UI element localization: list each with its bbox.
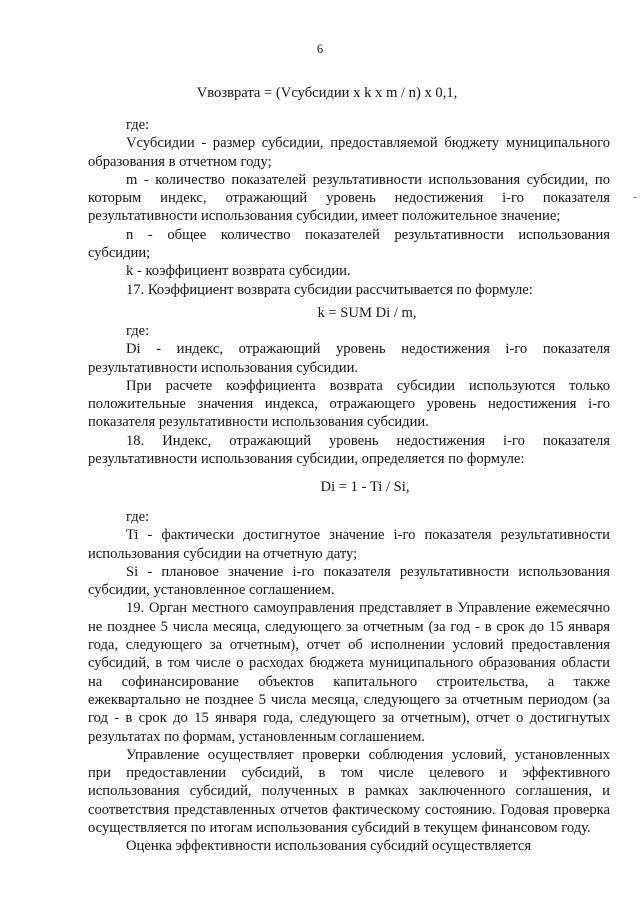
page-number: 6 (316, 42, 324, 56)
formula-refund-coefficient: k = SUM Di / m, (317, 305, 417, 321)
paragraph-si-definition: Si - плановое значение i-го показателя результативности использования субсидии, установленное соглашением. (88, 563, 610, 599)
formula-index: Di = 1 - Ti / Si, (320, 479, 410, 495)
paragraph-item-17: 17. Коэффициент возврата субсидии рассчитывается по формуле: (126, 281, 533, 298)
paragraph-n-definition: n - общее количество показателей результативности использования субсидии; (88, 226, 610, 262)
paragraph-di-definition: Di - индекс, отражающий уровень недостижения i-го показателя результативности использования субсидии. (88, 341, 610, 376)
text-block-2 (88, 322, 610, 468)
where-label: где: (126, 509, 150, 525)
where-label: где: (126, 323, 150, 339)
text-block-1 (88, 116, 610, 299)
paragraph-v-subsidy: Vсубсидии - размер субсидии, предоставляемой бюджету муниципального образования в отчетном году; (88, 135, 610, 170)
paragraph-ti-definition: Ti - фактически достигнутое значение i-го показателя результативности использования субсидии на отчетную дату; (88, 527, 610, 562)
paragraph-k-definition: k - коэффициент возврата субсидии. (126, 263, 351, 280)
paragraph-item-18: 18. Индекс, отражающий уровень недостижения i-го показателя результативности использования субсидии, определяется по формуле: (88, 432, 610, 468)
paragraph-m-definition: m - количество показателей результативности использования субсидии, по которым индекс, отражающий уровень недостижения i-го показателя результативности использования субсидии, имеет положительное значение; (88, 171, 610, 225)
where-label: где: (126, 117, 150, 133)
scan-mark (633, 197, 637, 198)
formula-refund-amount: Vвозврата = (Vсубсидии x k x m / n) x 0,1, (196, 85, 458, 101)
paragraph-positive-values: При расчете коэффициента возврата субсидии используются только положительные значения индекса, отражающего уровень недостижения i-го показателя результативности использования субсидии. (88, 377, 610, 431)
paragraph-efficiency-evaluation: Оценка эффективности использования субсидий осуществляется (126, 838, 532, 855)
paragraph-item-19: 19. Орган местного самоуправления представляет в Управление ежемесячно не позднее 5 числа месяца, следующего за отчетным (за год - в срок до 15 января года, следующего за отчетным), отчет об исполнении условий предоставления субсидий, в том числе о расходах бюджета муниципального образования области на софинансирование объектов капитального строительства, а также ежеквартально не позднее 5 числа месяца, следующего за отчетным периодом (за год - в срок до 15 января года, следующего за отчетным), отчет о достигнутых результатах по формам, установленным соглашением. (88, 600, 610, 745)
paragraph-inspection: Управление осуществляет проверки соблюдения условий, установленных при предоставлении субсидий, в том числе целевого и эффективного использования субсидий, полученных в рамках заключенного соглашения, и соответствия представленных отчетов фактическому состоянию. Годовая проверка осуществляется по итогам использования субсидий в текущем финансовом году. (88, 746, 610, 837)
text-block-3 (88, 508, 610, 856)
